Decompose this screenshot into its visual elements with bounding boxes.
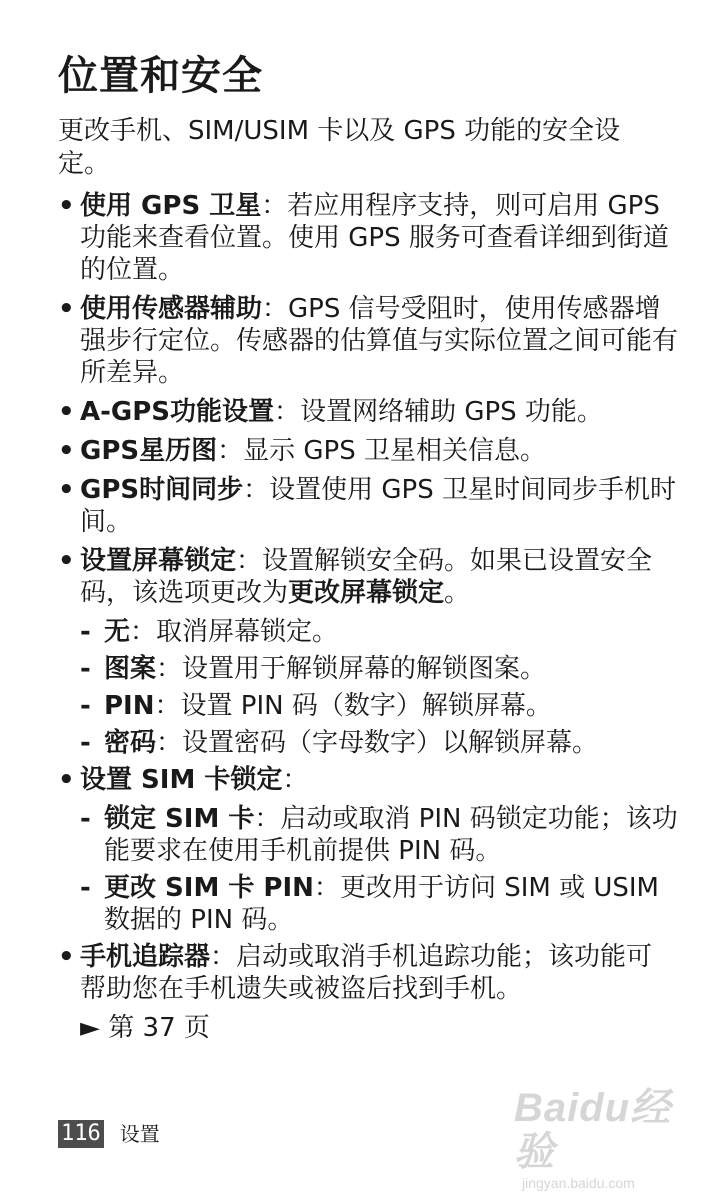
sub-item-lock-sim: - 锁定 SIM 卡：启动或取消 PIN 码锁定功能；该功能要求在使用手机前提供 PIN 码。 [80,804,678,866]
sub-item-label: 图案 [104,654,157,684]
dash: - [80,873,91,903]
item-label: 使用 GPS 卫星 [80,191,262,221]
dash: - [80,654,91,684]
bullet: • [58,294,75,324]
list-item-sim-lock: • 设置 SIM 卡锁定： [58,765,309,795]
item-label: 设置屏幕锁定 [80,546,237,576]
sub-item-text: 取消屏幕锁定。 [156,617,339,647]
watermark-logo: Baidu经验 [514,1086,672,1174]
item-text: 启动或取消手机追踪功能；该功能可帮助您在手机遗失或被盗后找到手机。 [80,942,653,1004]
sub-item-none: - 无：取消屏幕锁定。 [80,617,339,647]
page-footer [58,1120,160,1148]
bullet: • [58,765,75,795]
bullet: • [58,546,75,576]
item-text: 设置网络辅助 GPS 功能。 [300,397,603,427]
page-title: 位置和安全 [58,53,263,99]
sub-item-password: - 密码：设置密码（字母数字）以解锁屏幕。 [80,728,599,758]
baidu-watermark [514,1086,694,1191]
bullet: • [58,475,75,505]
dash: - [80,728,91,758]
sub-item-label: PIN [104,691,155,721]
sub-item-text: 设置 PIN 码（数字）解锁屏幕。 [180,691,552,721]
item-text: GPS 信号受阻时，使用传感器增强步行定位。传感器的估算值与实际位置之间可能有所差异。 [80,294,679,388]
bullet: • [58,942,75,972]
sub-item-label: 无 [104,617,131,647]
list-item-gps-ephemeris: • GPS星历图：显示 GPS 卫星相关信息。 [58,436,547,466]
sub-item-label: 密码 [104,728,157,758]
list-item-gps-time-sync: • GPS时间同步：设置使用 GPS 卫星时间同步手机时间。 [58,475,677,537]
sub-item-text: 设置密码（字母数字）以解锁屏幕。 [182,728,599,758]
sub-item-change-sim-pin: - 更改 SIM 卡 PIN：更改用于访问 SIM 或 USIM 数据的 PIN 码。 [80,873,659,935]
page-reference: ► 第 37 页 [80,1013,210,1043]
settings-list [58,190,678,1044]
item-text: 若应用程序支持，则可启用 GPS 功能来查看位置。使用 GPS 服务可查看详细到街道的位置。 [80,191,669,285]
list-item-agps: • A-GPS功能设置：设置网络辅助 GPS 功能。 [58,397,603,427]
sub-item-pattern: - 图案：设置用于解锁屏幕的解锁图案。 [80,654,547,684]
sub-item-text: 更改用于访问 SIM 或 USIM 数据的 PIN 码。 [104,873,659,935]
item-text: 显示 GPS 卫星相关信息。 [243,436,547,466]
watermark-url: jingyan.baidu.com [522,1175,635,1191]
sub-item-text: 启动或取消 PIN 码锁定功能；该功能要求在使用手机前提供 PIN 码。 [104,804,678,866]
item-label: 使用传感器辅助 [80,294,263,324]
intro-text: 更改手机、SIM/USIM 卡以及 GPS 功能的安全设定。 [58,116,621,179]
sub-item-label: 锁定 SIM 卡 [104,804,255,834]
item-inline-bold: 更改屏幕锁定 [288,578,445,608]
bullet: • [58,436,75,466]
item-label: GPS星历图 [80,436,218,466]
sub-item-label: 更改 SIM 卡 PIN [104,873,314,903]
list-item-screen-lock: • 设置屏幕锁定：设置解锁安全码。如果已设置安全码，该选项更改为更改屏幕锁定。 [58,546,653,608]
list-item-gps-satellite: • 使用 GPS 卫星：若应用程序支持，则可启用 GPS 功能来查看位置。使用 GPS 服务可查看详细到街道的位置。 [58,191,669,285]
item-label: GPS时间同步 [80,475,244,505]
item-text: 设置解锁安全码。如果已设置安全码，该选项更改为 [80,546,653,608]
item-label: 手机追踪器 [80,942,211,972]
item-label: A-GPS功能设置 [80,397,275,427]
list-item-phone-tracker: • 手机追踪器：启动或取消手机追踪功能；该功能可帮助您在手机遗失或被盗后找到手机。 [58,942,653,1004]
page-number: 116 [58,1120,104,1148]
sub-item-pin: - PIN：设置 PIN 码（数字）解锁屏幕。 [80,691,552,721]
bullet: • [58,191,75,221]
dash: - [80,617,91,647]
dash: - [80,691,91,721]
dash: - [80,804,91,834]
item-text: 设置使用 GPS 卫星时间同步手机时间。 [80,475,677,537]
sub-item-text: 设置用于解锁屏幕的解锁图案。 [182,654,547,684]
list-item-sensor-aid: • 使用传感器辅助：GPS 信号受阻时，使用传感器增强步行定位。传感器的估算值与实际位置之间可能有所差异。 [58,294,679,388]
bullet: • [58,397,75,427]
item-label: 设置 SIM 卡锁定 [80,765,283,795]
section-name: 设置 [119,1122,160,1146]
